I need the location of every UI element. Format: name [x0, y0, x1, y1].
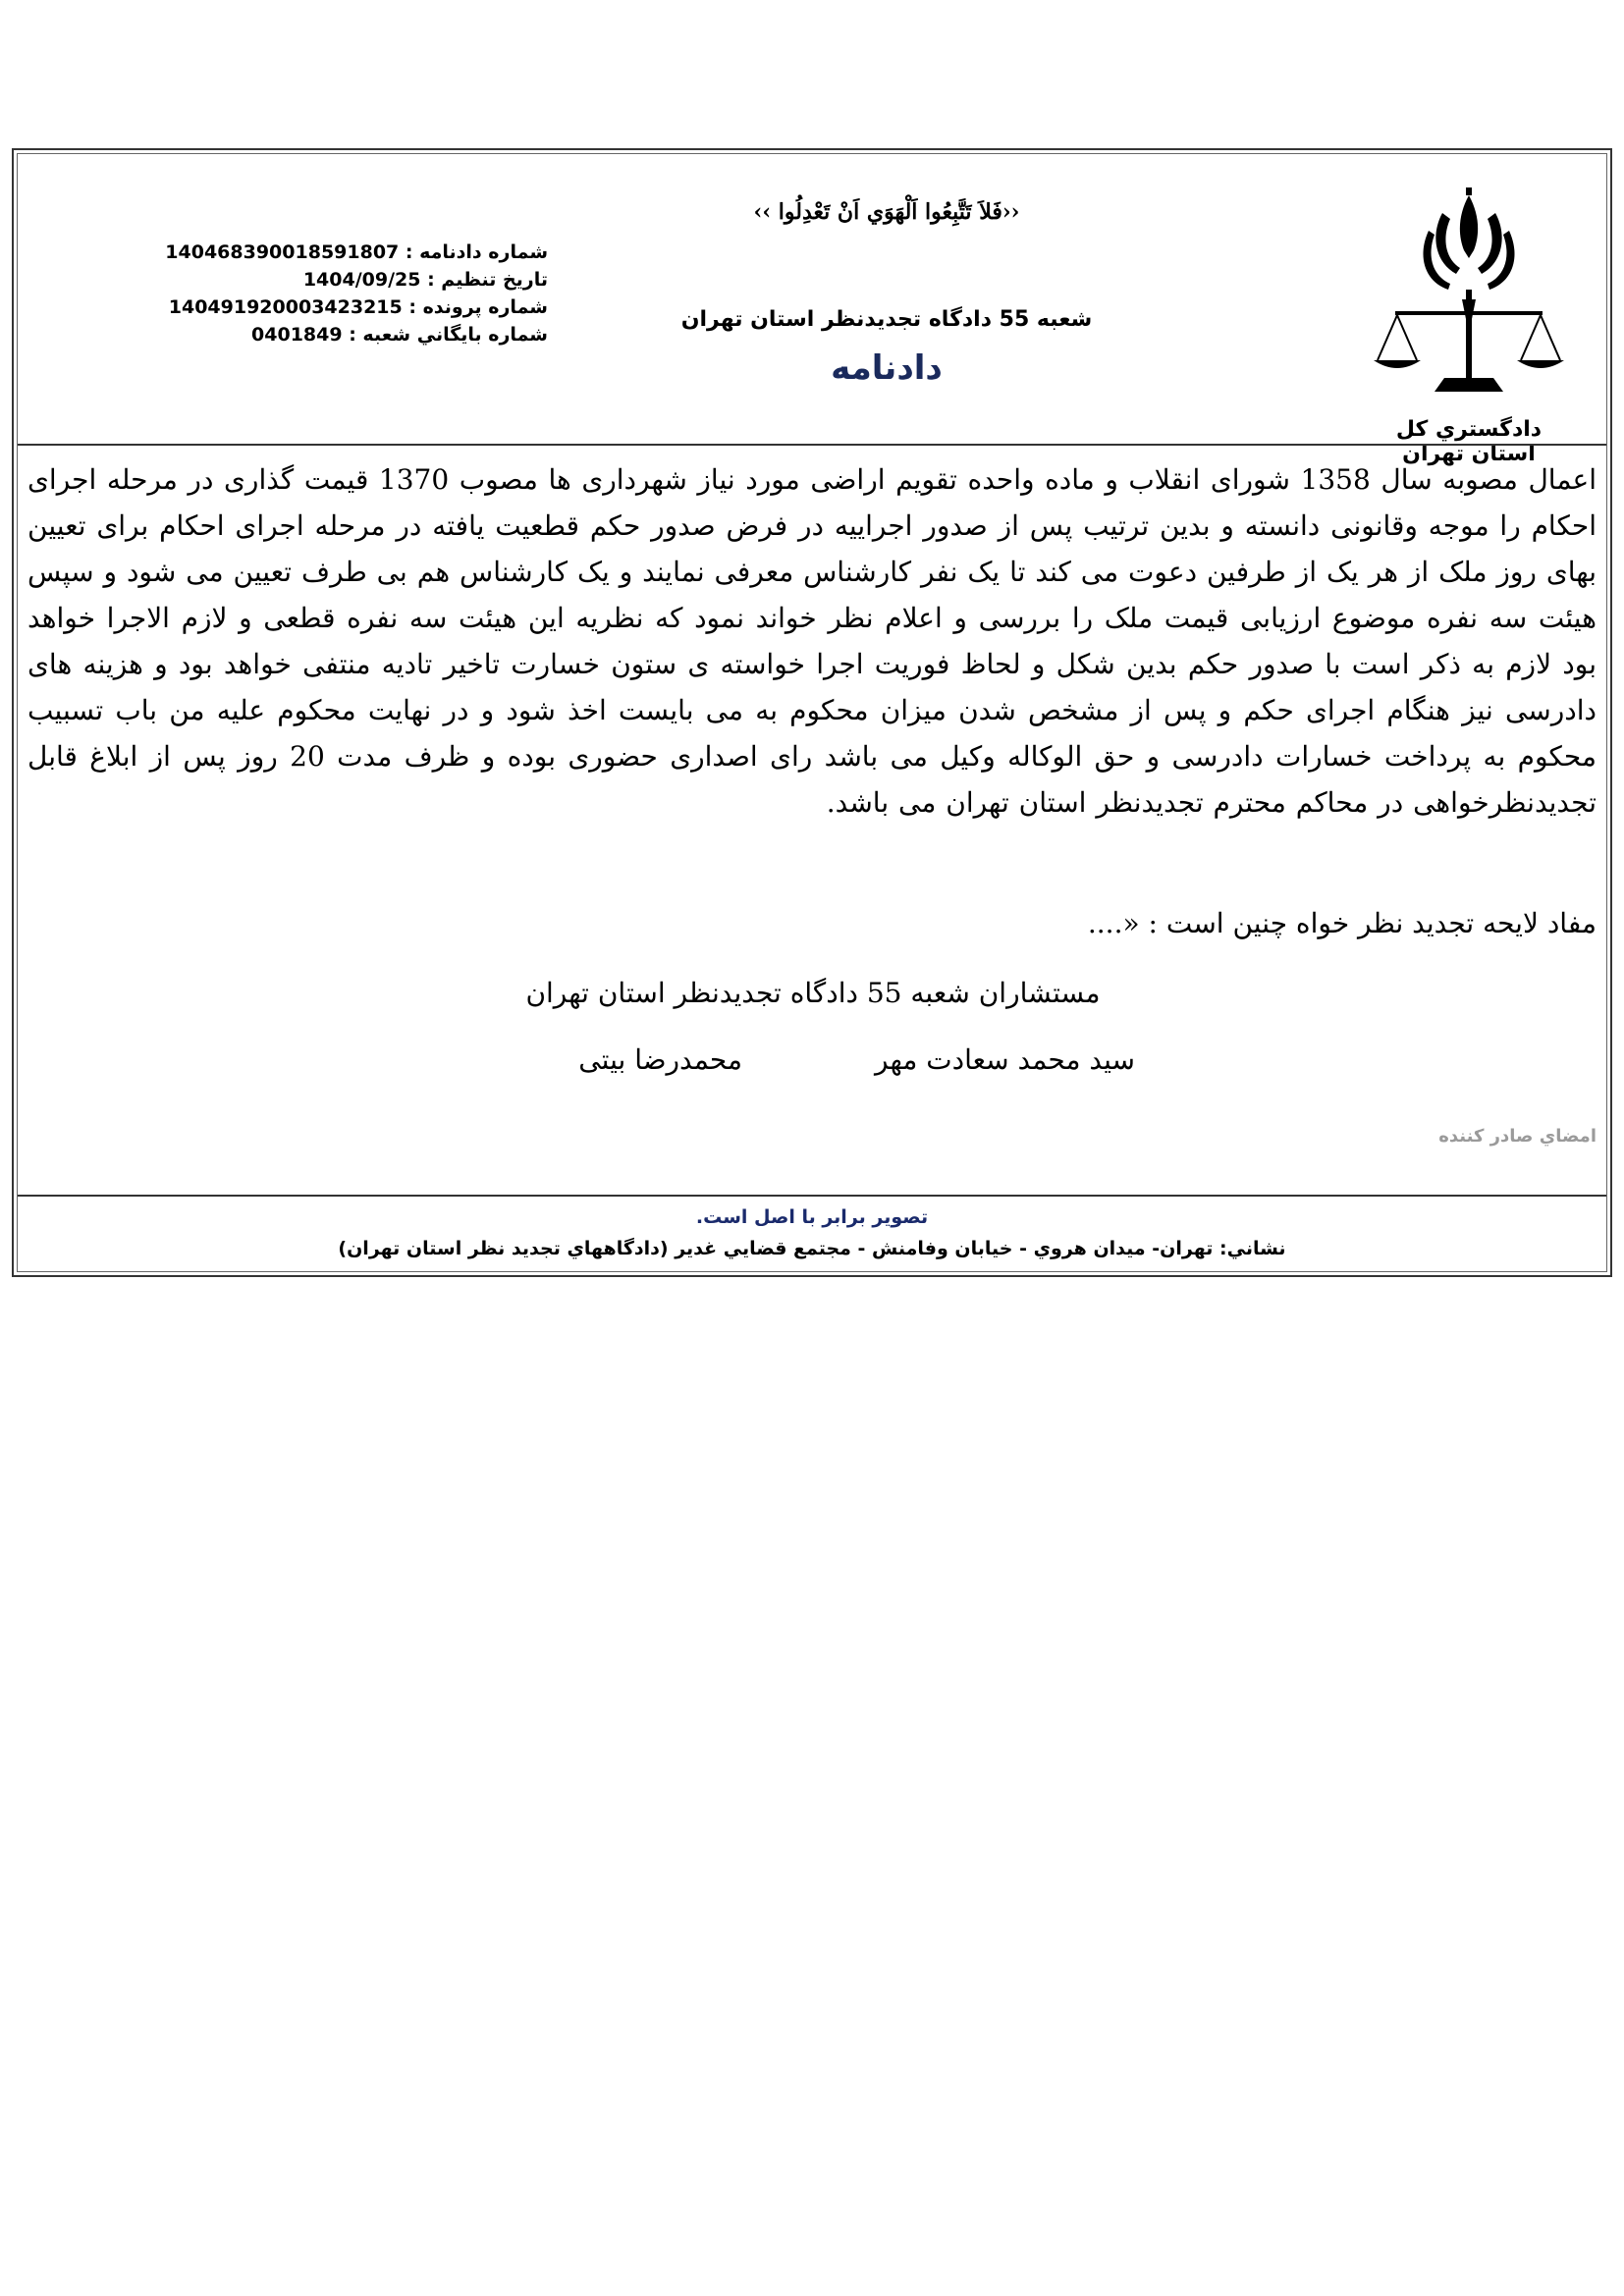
document-inner-frame	[17, 153, 1607, 1272]
footer-divider	[18, 1195, 1606, 1197]
appeal-line: مفاد لایحه تجدید نظر خواه چنین است : «....	[1087, 907, 1597, 939]
judge-name-2: محمدرضا بیتی	[578, 1043, 742, 1076]
advisors-title: مستشاران شعبه 55 دادگاه تجدیدنظر استان تهران	[525, 977, 1101, 1009]
copy-note: تصوير برابر با اصل است.	[695, 1206, 929, 1228]
meta-date: تاريخ تنظيم : 1404/09/25	[302, 269, 548, 291]
court-name: دادگستري كل استان تهران	[1395, 417, 1543, 466]
signature-label: امضاي صادر كننده	[1438, 1126, 1597, 1147]
meta-verdict-number: شماره دادنامه : 140468390018591807	[165, 241, 548, 263]
document-meta	[116, 239, 548, 348]
iran-emblem-scales-icon	[1366, 174, 1572, 400]
meta-archive-number: شماره بايگاني شعبه : 0401849	[251, 324, 548, 346]
document-frame	[12, 148, 1612, 1277]
verse: ‹‹فَلاَ تَتَّبِعُوا اَلْهَوَي اَنْ تَعْدِلُوا ››	[753, 199, 1020, 225]
emblem	[1361, 174, 1577, 466]
verdict-paragraph: اعمال مصوبه سال 1358 شورای انقلاب و ماده واحده تقویم اراضی مورد نیاز شهرداری ها مصوب 1370 قیمت گذاری در مرحله اجرای احکام را موجه وقانونی دانسته و بدین ترتیب پس از صدور اجراییه در فرض صدور حکم قطعیت یافته در مرحله اجرای احکام برای تعیین بهای روز ملک از هر یک از طرفین دعوت می کند تا یک نفر کارشناس معرفی نمایند و یک کارشناس هم بی طرف تعیین می شود و سپس هیئت سه نفره موضوع ارزیابی قیمت ملک را بررسی و اعلام نظر خواند نمود که نظریه این هیئت سه نفره قطعی و لازم الاجرا خواهد بود لازم به ذکر است با صدور حکم بدین شکل و لحاظ فوریت اجرا خواسته ی ستون خسارت تاخیر تادیه منتفی خواهد بود و هزینه های دادرسی نیز هنگام اجرای حکم و پس از مشخص شدن میزان محکوم به می بایست اخذ شود و در نهایت محکوم علیه من باب تسبیب محکوم به پرداخت خسارات دادرسی و حق الوکاله وکیل می باشد رای اصداری حضوری بوده و ظرف مدت 20 روز پس از ابلاغ قابل تجدیدنظرخواهی در محاکم محترم تجدیدنظر استان تهران می باشد.	[27, 463, 1597, 819]
header-divider	[18, 444, 1606, 446]
meta-case-number: شماره پرونده : 140491920003423215	[168, 296, 548, 318]
page-title: دادنامه	[831, 348, 943, 388]
judge-name-1: سید محمد سعادت مهر	[875, 1043, 1135, 1076]
court-branch: شعبه 55 دادگاه تجدیدنظر استان تهران	[680, 307, 1093, 332]
address: نشاني: تهران- ميدان هروي - خيابان وفامنش - مجتمع قضايي غدير (دادگاههاي تجديد نظر استان تهران)	[338, 1238, 1286, 1259]
